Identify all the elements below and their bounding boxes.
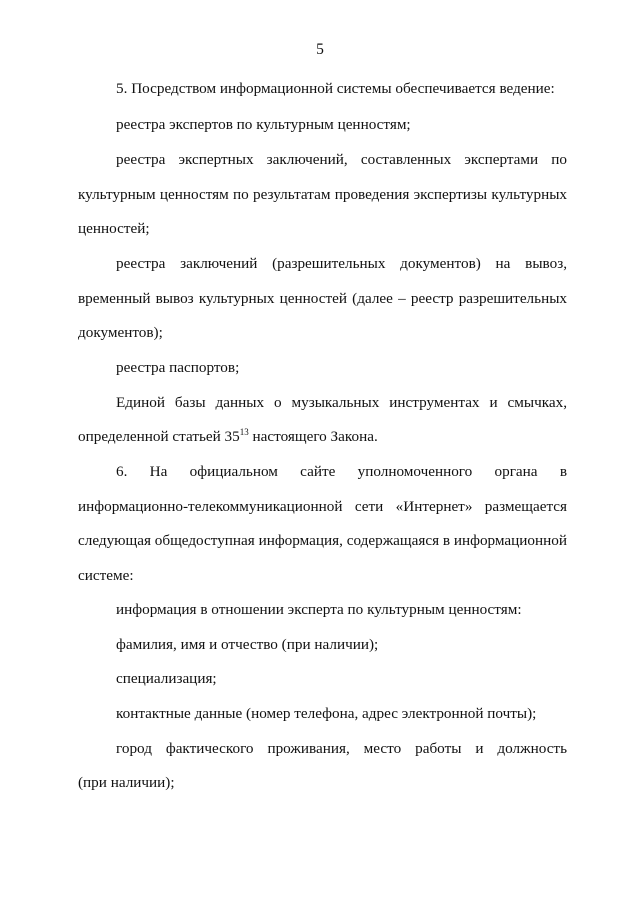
list-item-experts-registry: реестра экспертов по культурным ценностям; (116, 116, 411, 133)
expert-info-specialization: специализация; (116, 670, 217, 687)
list-item-permits-registry-line3: документов); (78, 324, 163, 341)
list-item-conclusions-registry-line3: ценностей; (78, 220, 150, 237)
list-item-permits-registry-line2: временный вывоз культурных ценностей (далее – реестр разрешительных (78, 290, 567, 307)
list-item-instruments-database-line2 (78, 428, 567, 446)
expert-info-city-line1: город фактического проживания, место работы и должность (116, 740, 567, 757)
article-reference-tail: настоящего Закона. (248, 428, 378, 445)
expert-info-contacts: контактные данные (номер телефона, адрес электронной почты); (116, 705, 537, 722)
list-item-passports-registry: реестра паспортов; (116, 359, 240, 376)
page-number: 5 (316, 41, 324, 58)
expert-info-name: фамилия, имя и отчество (при наличии); (116, 636, 379, 653)
paragraph-6-line1: 6. На официальном сайте уполномоченного органа в (116, 463, 567, 480)
article-reference-text: определенной статьей 35 (78, 428, 240, 445)
list-item-instruments-database-line1: Единой базы данных о музыкальных инструментах и смычках, (116, 394, 567, 411)
paragraph-6-line3: следующая общедоступная информация, содержащаяся в информационной (78, 532, 567, 549)
expert-info-heading: информация в отношении эксперта по культурным ценностям: (116, 601, 522, 618)
paragraph-6-line2: информационно-телекоммуникационной сети «Интернет» размещается (78, 498, 567, 515)
list-item-conclusions-registry-line2: культурным ценностям по результатам проведения экспертизы культурных (78, 186, 567, 203)
expert-info-city-line2: (при наличии); (78, 774, 175, 791)
list-item-conclusions-registry-line1: реестра экспертных заключений, составленных экспертами по (116, 151, 567, 168)
paragraph-6-line4: системе: (78, 567, 134, 584)
article-superscript: 13 (239, 427, 249, 437)
paragraph-5-intro: 5. Посредством информационной системы обеспечивается ведение: (116, 80, 555, 97)
list-item-permits-registry-line1: реестра заключений (разрешительных документов) на вывоз, (116, 255, 567, 272)
